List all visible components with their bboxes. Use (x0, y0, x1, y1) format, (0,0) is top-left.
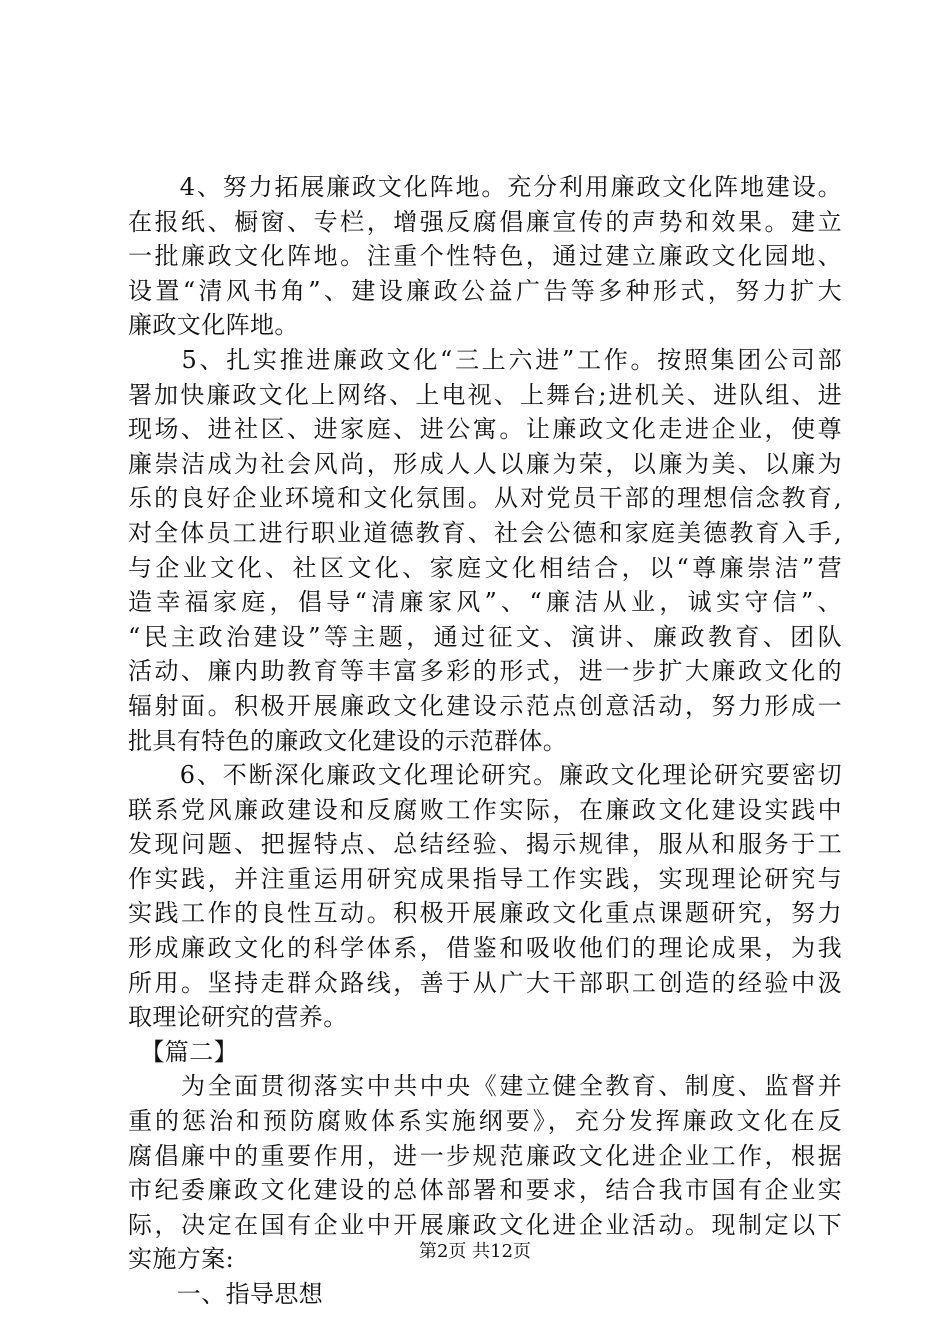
text-line: 造幸福家庭，倡导“清廉家风”、“廉洁从业，诚实守信”、 (128, 588, 842, 617)
text-line: 4、努力拓展廉政文化阵地。充分利用廉政文化阵地建设。 (128, 173, 842, 201)
text-line: 形成廉政文化的科学体系，借鉴和吸收他们的理论成果，为我 (128, 934, 842, 963)
page-number-footer: 第2页 共12页 (418, 1241, 532, 1262)
text-line: 5、扎实推进廉政文化“三上六进”工作。按照集团公司部 (128, 345, 842, 374)
text-line: 辐射面。积极开展廉政文化建设示范点创意活动，努力形成一 (128, 691, 842, 720)
text-line: 一批廉政文化阵地。注重个性特色，通过建立廉政文化园地、 (128, 242, 842, 271)
text-line: 作实践，并注重运用研究成果指导工作实践，实现理论研究与 (128, 864, 842, 893)
text-line: 在报纸、橱窗、专栏，增强反腐倡廉宣传的声势和效果。建立 (128, 207, 842, 236)
text-line: “民主政治建设”等主题，通过征文、演讲、廉政教育、团队 (128, 622, 842, 651)
text-line: 廉政文化阵地。 (128, 311, 299, 340)
text-line: 市纪委廉政文化建设的总体部署和要求，结合我市国有企业实 (128, 1176, 842, 1205)
text-line: 活动、廉内助教育等丰富多彩的形式，进一步扩大廉政文化的 (128, 657, 842, 686)
text-line: 与企业文化、社区文化、家庭文化相结合，以“尊廉崇洁”营 (128, 553, 842, 582)
text-line: 重的惩治和预防腐败体系实施纲要》，充分发挥廉政文化在反 (128, 1107, 842, 1136)
text-line: 署加快廉政文化上网络、上电视、上舞台;进机关、进队组、进 (128, 380, 842, 409)
text-line: 现场、进社区、进家庭、进公寓。让廉政文化走进企业，使尊 (128, 415, 842, 444)
text-line: 设置“清风书角”、建设廉政公益广告等多种形式，努力扩大 (128, 276, 842, 305)
text-line: 【篇二】 (128, 1037, 238, 1066)
text-line: 实施方案: (128, 1245, 235, 1274)
text-line: 批具有特色的廉政文化建设的示范群体。 (128, 726, 568, 755)
text-line: 发现问题、把握特点、总结经验、揭示规律，服从和服务于工 (128, 830, 842, 859)
text-line: 际，决定在国有企业中开展廉政文化进企业活动。现制定以下 (128, 1210, 842, 1239)
text-line: 一、指导思想 (128, 1280, 324, 1308)
text-line: 腐倡廉中的重要作用，进一步规范廉政文化进企业工作，根据 (128, 1141, 842, 1170)
text-line: 乐的良好企业环境和文化氛围。从对党员干部的理想信念教育, (128, 484, 842, 513)
text-line: 为全面贯彻落实中共中央《建立健全教育、制度、监督并 (128, 1072, 842, 1101)
text-line: 实践工作的良性互动。积极开展廉政文化重点课题研究，努力 (128, 899, 842, 928)
text-line: 6、不断深化廉政文化理论研究。廉政文化理论研究要密切 (128, 761, 842, 790)
document-body (128, 170, 842, 1312)
text-line: 所用。坚持走群众路线，善于从广大干部职工创造的经验中汲 (128, 968, 842, 997)
text-line: 联系党风廉政建设和反腐败工作实际，在廉政文化建设实践中 (128, 795, 842, 824)
text-line: 取理论研究的营养。 (128, 1003, 348, 1032)
text-line: 廉崇洁成为社会风尚，形成人人以廉为荣，以廉为美、以廉为 (128, 449, 842, 478)
text-line: 对全体员工进行职业道德教育、社会公德和家庭美德教育入手, (128, 518, 842, 547)
